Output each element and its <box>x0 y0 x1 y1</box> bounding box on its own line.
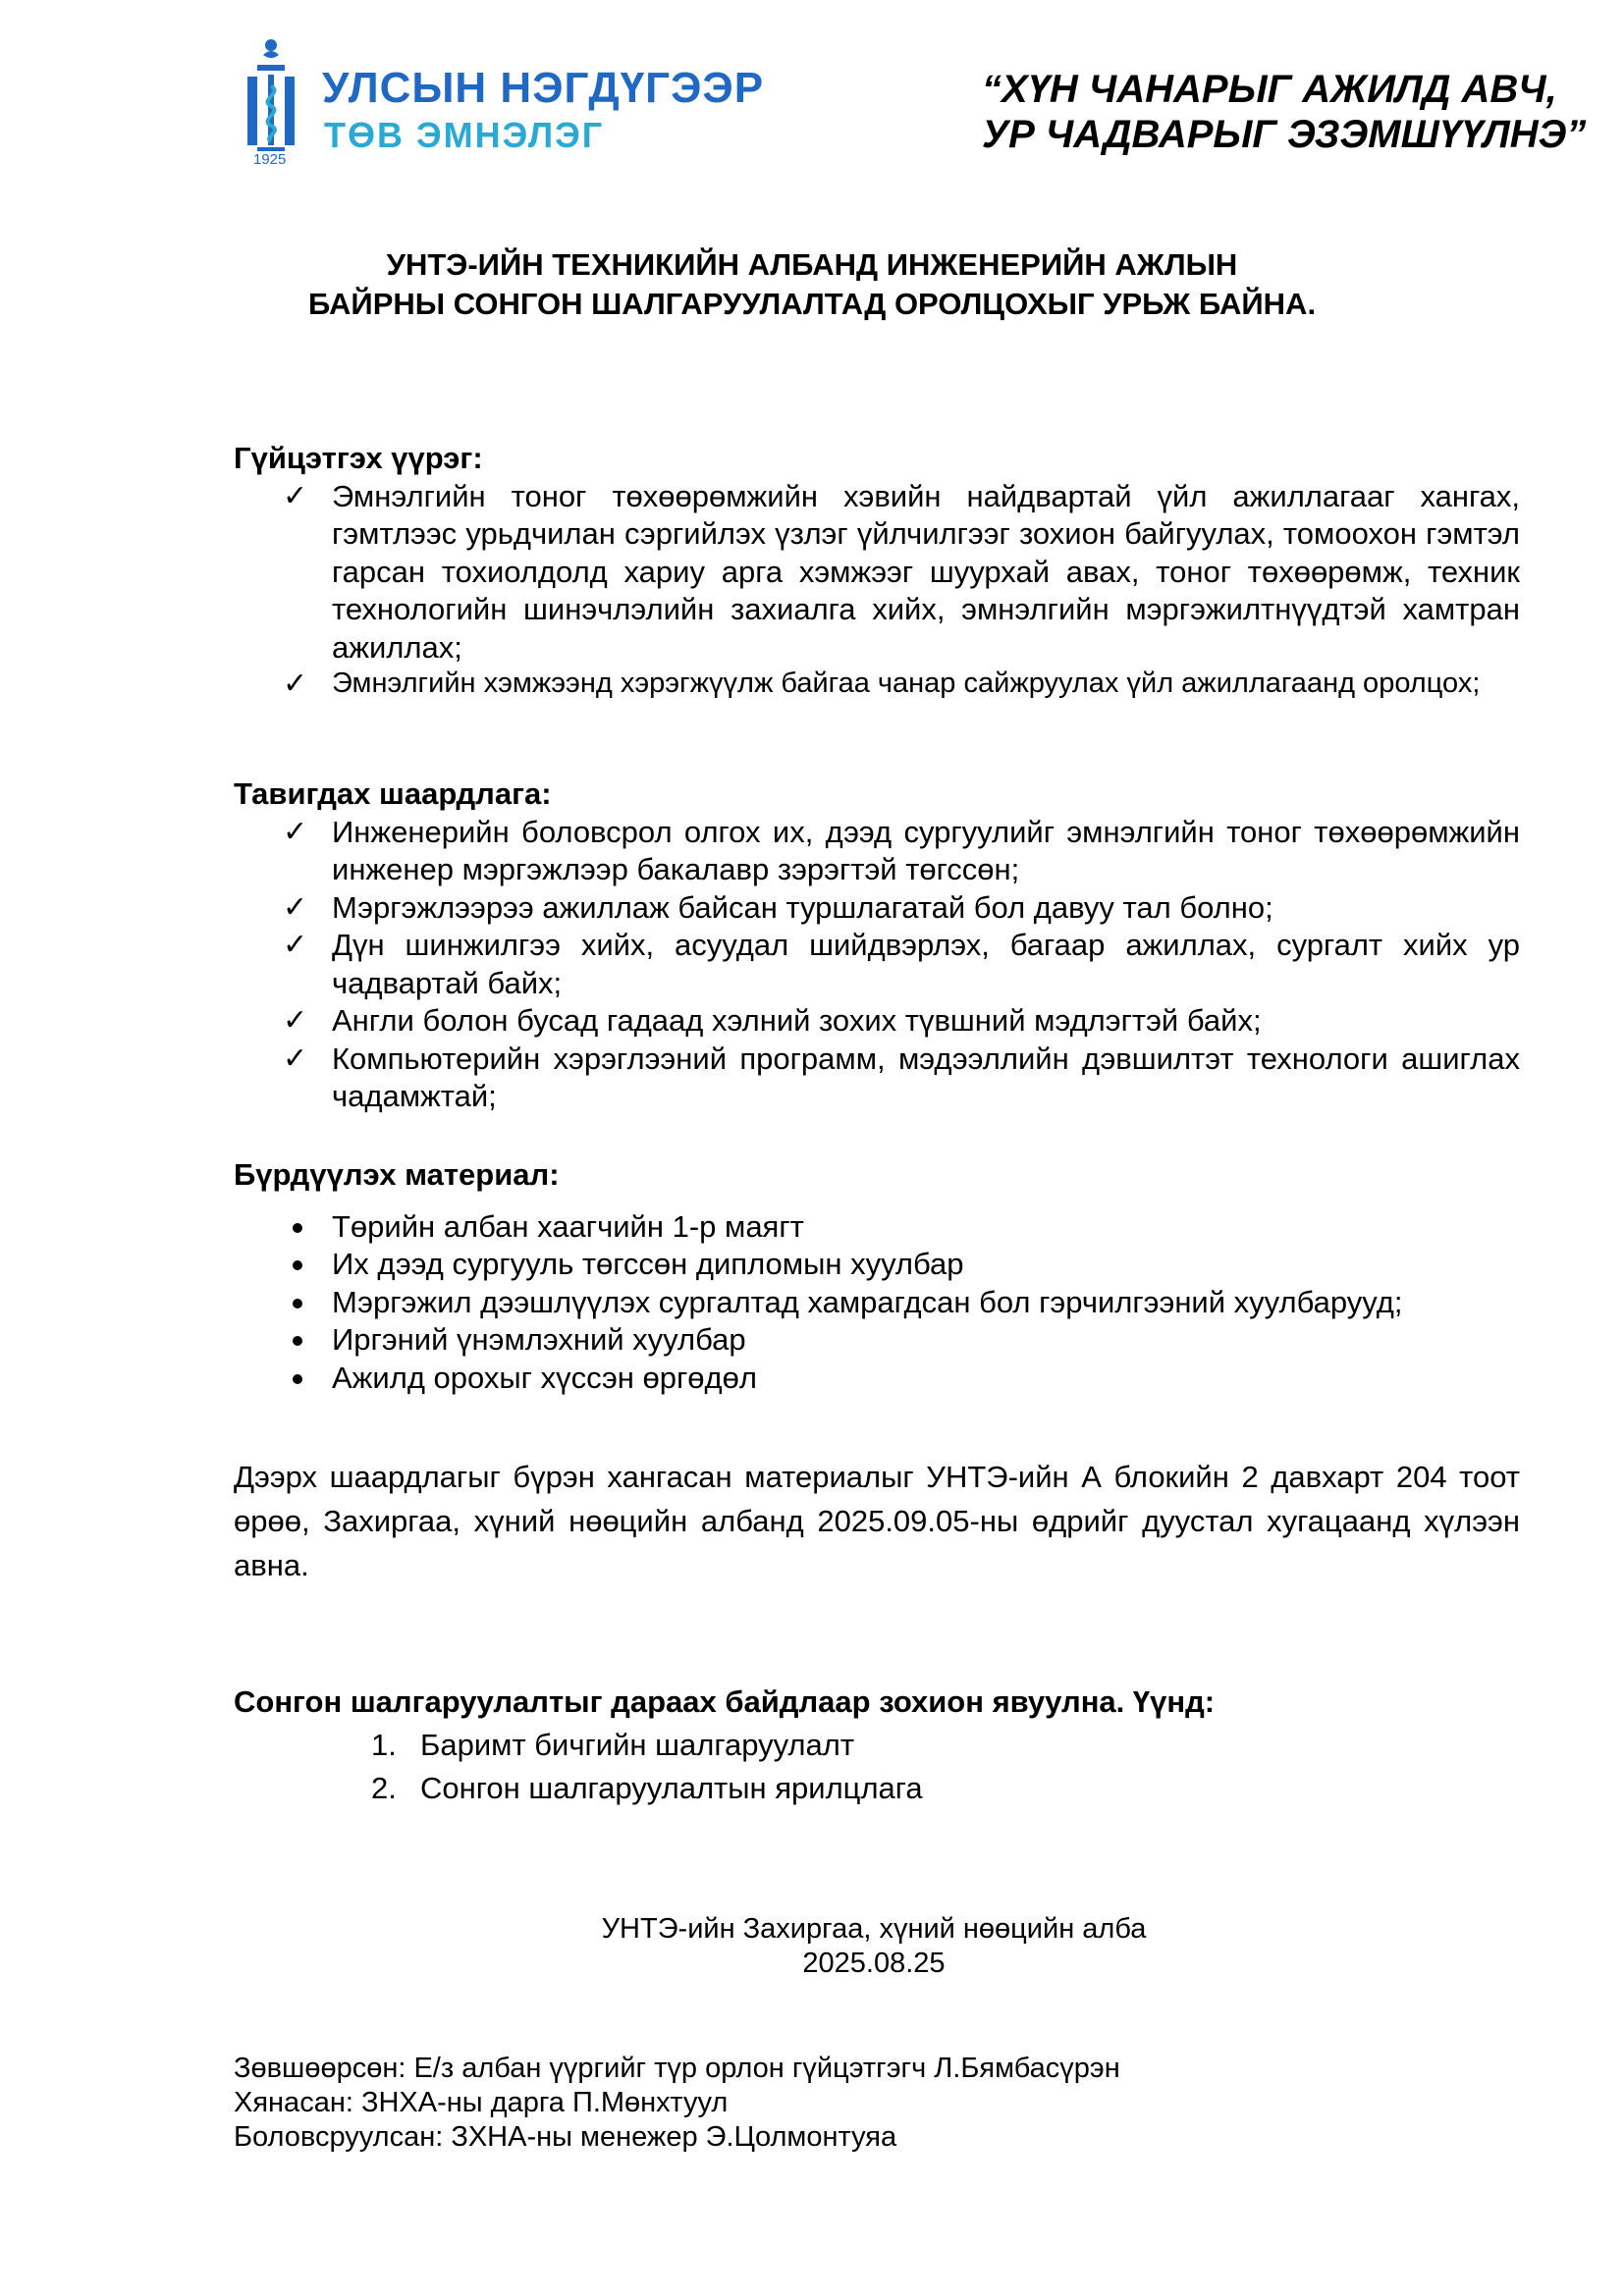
bullet-icon <box>293 1223 302 1233</box>
list-item: Ажилд орохыг хүссэн өргөдөл <box>234 1360 1520 1398</box>
list-item: ✓ Дүн шинжилгээ хийх, асуудал шийдвэрлэх, багаар ажиллах, сургалт хийх ур чадвартай байх; <box>283 928 1520 1000</box>
selection-section <box>234 1681 1520 1810</box>
approval-line: Хянасан: ЗНХА-ны дарга П.Мөнхтуул <box>234 2087 729 2118</box>
list-item: Мэргэжил дээшлүүлэх сургалтад хамрагдсан бол гэрчилгээний хуулбарууд; <box>234 1284 1520 1322</box>
list-item: ✓ Эмнэлгийн хэмжээнд хэрэгжүүлж байгаа чанар сайжруулах үйл ажиллагаанд оролцох; <box>283 667 1481 700</box>
document-title <box>196 245 1428 324</box>
requirements-list <box>234 814 1520 1116</box>
checkmark-icon: ✓ <box>283 815 308 848</box>
title-line1: УНТЭ-ИЙН ТЕХНИКИЙН АЛБАНД ИНЖЕНЕРИЙН АЖЛЫН <box>386 247 1238 282</box>
motto-line1: “ХҮН ЧАНАРЫГ АЖИЛД АВЧ, <box>982 68 1557 111</box>
list-item: ✓ Эмнэлгийн тоног төхөөрөмжийн хэвийн найдвартай үйл ажиллагааг хангах, гэмтлээс урьдчилан сэргийлэх үзлэг үйлчилгээг зохион байгуулах, томоохон гэмтэл гарсан тохиолдолд хариу арга хэмжээг шуурхай авах, тоног төхөөрөмж, техник технологийн шинэчлэлийн захиалга хийх, эмнэлгийн мэргэжилтнүүдтэй хамтран ажиллах; <box>283 478 1520 665</box>
requirements-heading: Тавигдах шаардлага: <box>234 776 552 811</box>
checkmark-icon: ✓ <box>283 667 308 700</box>
bullet-icon <box>293 1374 302 1384</box>
checkmark-icon: ✓ <box>283 1041 308 1075</box>
approval-line: Зөвшөөрсөн: Е/з албан үүргийг түр орлон гүйцэтгэгч Л.Бямбасүрэн <box>234 2053 1120 2084</box>
approval-line: Боловсруулсан: ЗХНА-ны менежер Э.Цолмонтуяа <box>234 2121 897 2153</box>
list-item: Төрийн албан хаагчийн 1-р маягт <box>234 1208 1520 1247</box>
checkmark-icon: ✓ <box>283 1004 308 1037</box>
signoff-block <box>491 1912 1257 1981</box>
bullet-icon <box>293 1336 302 1346</box>
selection-list <box>234 1724 1520 1810</box>
motto <box>982 67 1591 157</box>
duties-list <box>234 478 1520 702</box>
list-item: 2. Сонгон шалгаруулалтын ярилцлага <box>371 1771 923 1805</box>
checkmark-icon: ✓ <box>283 890 308 924</box>
list-item: Их дээд сургууль төгссөн дипломын хуулбар <box>234 1246 1520 1284</box>
motto-line2: УР ЧАДВАРЫГ ЭЗЭМШҮҮЛНЭ” <box>982 113 1587 156</box>
list-item: ✓ Мэргэжлээрээ ажиллаж байсан туршлагатай бол давуу тал болно; <box>234 889 1520 928</box>
bullet-icon <box>293 1260 302 1270</box>
logo-name-line1: УЛСЫН НЭГДҮГЭЭР <box>322 64 765 112</box>
signoff-org: УНТЭ-ийн Захиргаа, хүний нөөцийн алба <box>601 1913 1147 1945</box>
materials-section <box>234 1156 1520 1397</box>
materials-list <box>234 1208 1520 1398</box>
title-line2: БАЙРНЫ СОНГОН ШАЛГАРУУЛАЛТАД ОРОЛЦОХЫГ УРЬЖ БАЙНА. <box>307 287 1317 321</box>
duties-heading: Гүйцэтгэх үүрэг: <box>234 441 483 475</box>
logo-name-line2: ТӨВ ЭМНЭЛЭГ <box>324 115 605 155</box>
logo-year: 1925 <box>253 151 287 168</box>
materials-heading: Бүрдүүлэх материал: <box>234 1157 560 1192</box>
deadline-paragraph: Дээрх шаардлагыг бүрэн хангасан материалыг УНТЭ-ийн А блокийн 2 давхарт 204 тоот өрөө, Захиргаа, хүний нөөцийн албанд 2025.09.05-ны өдрийг дуустал хугацаанд хүлээн авна. <box>234 1460 1520 1582</box>
approvals-block <box>234 2052 1520 2155</box>
bullet-icon <box>293 1299 302 1308</box>
selection-heading: Сонгон шалгаруулалтыг дараах байдлаар зохион явуулна. Үүнд: <box>234 1684 1216 1719</box>
requirements-section <box>234 775 1520 1116</box>
checkmark-icon: ✓ <box>283 479 308 512</box>
list-item: ✓ Англи болон бусад гадаад хэлний зохих түвшний мэдлэгтэй байх; <box>234 1002 1520 1041</box>
list-item: ✓ Инженерийн боловсрол олгох их, дээд сургуулийг эмнэлгийн тоног төхөөрөмжийн инженер мэргэжлээр бакалавр зэрэгтэй төгссөн; <box>283 814 1520 886</box>
hospital-logo <box>244 37 765 175</box>
signoff-date: 2025.08.25 <box>802 1948 946 1979</box>
checkmark-icon: ✓ <box>283 929 308 961</box>
list-item: 1. Баримт бичгийн шалгаруулалт <box>371 1728 855 1762</box>
list-item: ✓ Компьютерийн хэрэглээний программ, мэдээллийн дэвшилтэт технологи ашиглах чадамжтай; <box>283 1041 1520 1113</box>
duties-section <box>234 440 1520 701</box>
list-item: Иргэний үнэмлэхний хуулбар <box>234 1321 1520 1360</box>
